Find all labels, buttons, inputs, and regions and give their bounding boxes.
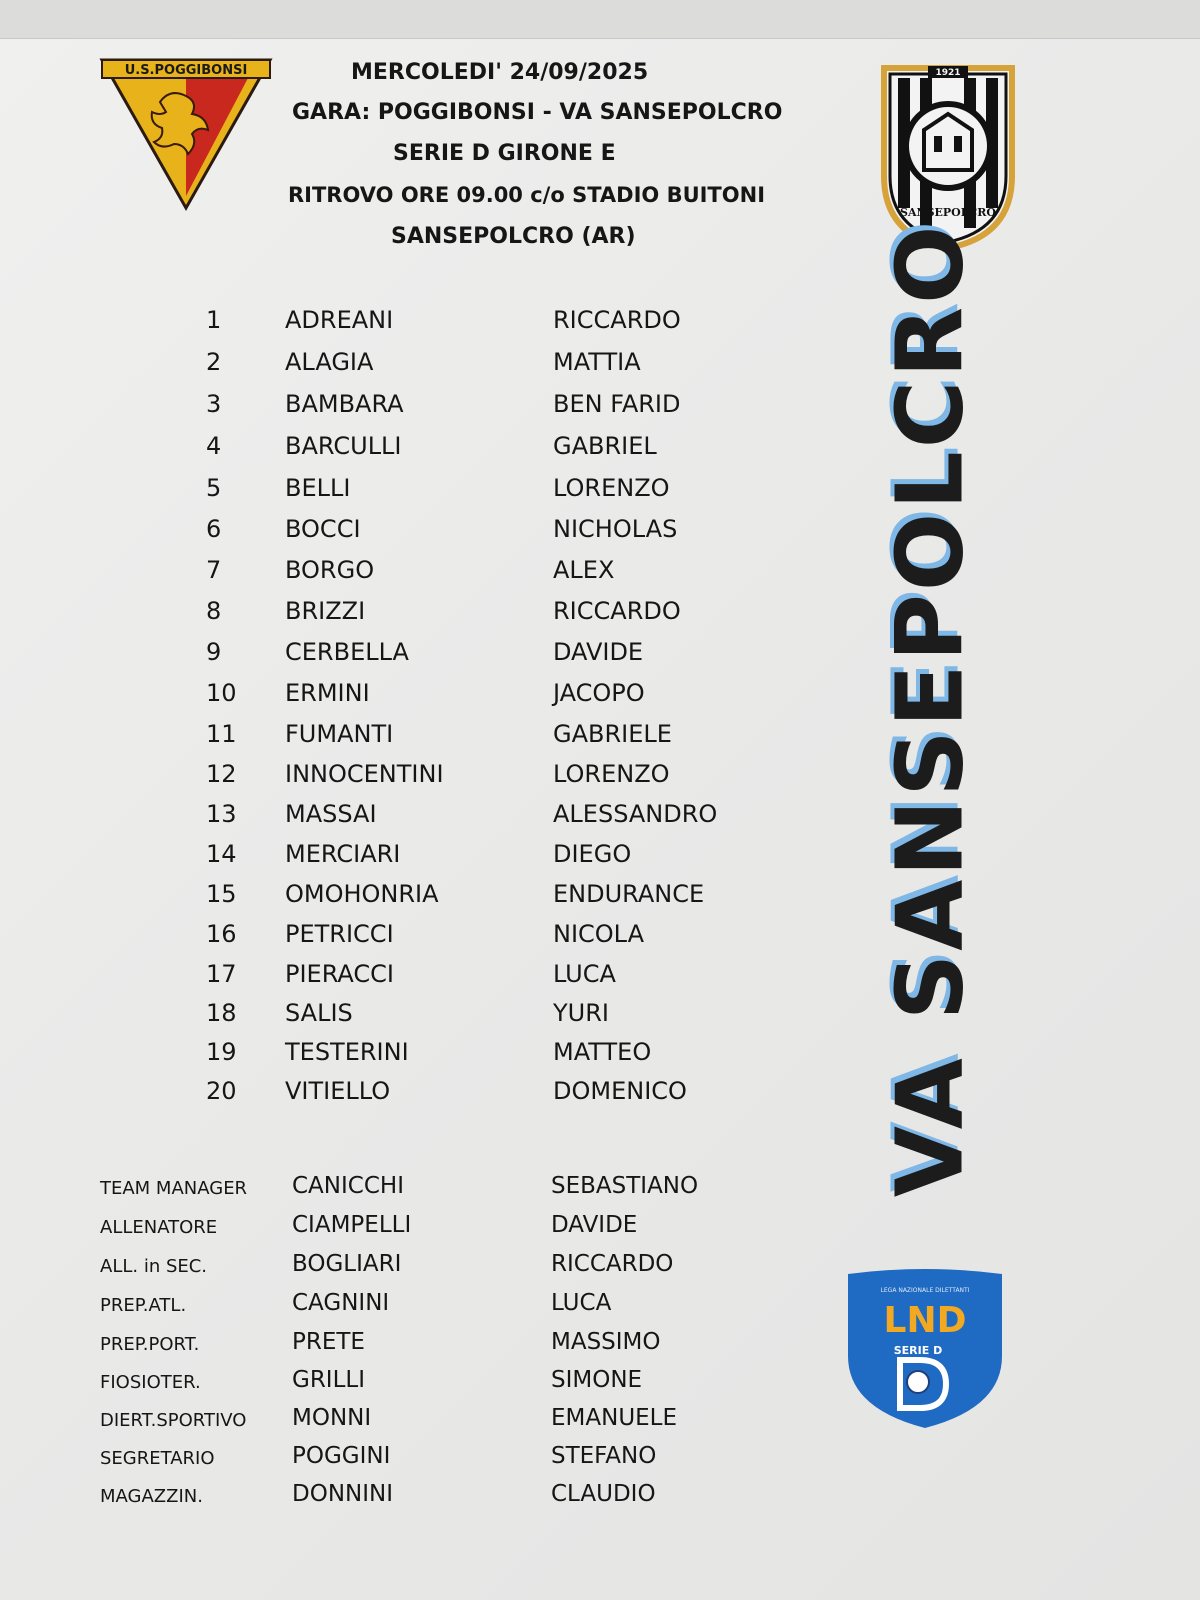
staff-row <box>0 1212 760 1244</box>
player-surname: BORGO <box>285 556 375 584</box>
player-name: DAVIDE <box>553 638 644 666</box>
player-row <box>0 306 760 338</box>
staff-name: SIMONE <box>551 1367 643 1393</box>
player-surname: TESTERINI <box>285 1038 409 1066</box>
player-surname: BOCCI <box>285 515 361 543</box>
player-name: DOMENICO <box>553 1077 687 1105</box>
player-number: 15 <box>206 880 237 908</box>
vertical-team-name-text: VA SANSEPOLCRO <box>876 222 984 1198</box>
player-number: 8 <box>206 597 222 625</box>
player-number: 1 <box>206 306 222 334</box>
player-name: YURI <box>553 999 609 1027</box>
player-surname: MASSAI <box>285 800 377 828</box>
player-number: 9 <box>206 638 222 666</box>
player-name: NICOLA <box>553 920 645 948</box>
lnd-crest-text: LND <box>883 1300 967 1341</box>
player-name: LUCA <box>553 960 616 988</box>
player-number: 17 <box>206 960 237 988</box>
staff-row <box>0 1405 760 1437</box>
staff-name: CLAUDIO <box>551 1481 656 1507</box>
poggibonsi-crest <box>98 56 274 212</box>
player-surname: FUMANTI <box>285 720 394 748</box>
staff-role: PREP.PORT. <box>100 1334 200 1355</box>
player-row <box>0 920 760 952</box>
staff-role: MAGAZZIN. <box>100 1486 203 1507</box>
player-number: 2 <box>206 348 222 376</box>
player-name: GABRIELE <box>553 720 672 748</box>
player-row <box>0 960 760 992</box>
player-row <box>0 999 760 1031</box>
player-row <box>0 1038 760 1070</box>
player-number: 13 <box>206 800 237 828</box>
player-surname: BRIZZI <box>285 597 366 625</box>
player-name: BEN FARID <box>553 390 681 418</box>
player-number: 19 <box>206 1038 237 1066</box>
staff-surname: PRETE <box>292 1329 365 1355</box>
player-surname: CERBELLA <box>285 638 409 666</box>
staff-name: EMANUELE <box>551 1405 678 1431</box>
player-number: 3 <box>206 390 222 418</box>
player-surname: SALIS <box>285 999 353 1027</box>
player-number: 16 <box>206 920 237 948</box>
staff-surname: CIAMPELLI <box>292 1212 412 1238</box>
player-name: LORENZO <box>553 760 670 788</box>
staff-row <box>0 1251 760 1283</box>
player-surname: OMOHONRIA <box>285 880 439 908</box>
staff-surname: POGGINI <box>292 1443 391 1469</box>
sansepolcro-crest-year: 1921 <box>935 68 961 78</box>
player-name: ALEX <box>553 556 615 584</box>
player-number: 4 <box>206 432 222 460</box>
player-name: GABRIEL <box>553 432 657 460</box>
staff-name: MASSIMO <box>551 1329 661 1355</box>
staff-row <box>0 1290 760 1322</box>
staff-name: RICCARDO <box>551 1251 674 1277</box>
player-number: 14 <box>206 840 237 868</box>
player-surname: BELLI <box>285 474 351 502</box>
staff-name: STEFANO <box>551 1443 657 1469</box>
staff-role: ALL. in SEC. <box>100 1256 208 1277</box>
player-row <box>0 638 760 670</box>
staff-role: ALLENATORE <box>100 1217 218 1238</box>
player-number: 7 <box>206 556 222 584</box>
player-number: 12 <box>206 760 237 788</box>
player-row <box>0 556 760 588</box>
player-name: JACOPO <box>553 679 645 707</box>
player-row <box>0 597 760 629</box>
header-date: MERCOLEDI' 24/09/2025 <box>351 60 649 85</box>
player-row <box>0 800 760 832</box>
staff-surname: CANICCHI <box>292 1173 404 1199</box>
player-row <box>0 432 760 464</box>
staff-surname: MONNI <box>292 1405 372 1431</box>
player-number: 11 <box>206 720 237 748</box>
lnd-crest-subtext: SERIE D <box>893 1344 943 1357</box>
staff-name: DAVIDE <box>551 1212 638 1238</box>
player-number: 18 <box>206 999 237 1027</box>
player-row <box>0 515 760 547</box>
player-name: RICCARDO <box>553 597 681 625</box>
header-meeting: RITROVO ORE 09.00 c/o STADIO BUITONI <box>288 183 766 207</box>
player-surname: ADREANI <box>285 306 394 334</box>
player-name: ENDURANCE <box>553 880 705 908</box>
staff-name: LUCA <box>551 1290 612 1316</box>
player-row <box>0 679 760 711</box>
player-name: ALESSANDRO <box>553 800 718 828</box>
header-league: SERIE D GIRONE E <box>393 141 616 166</box>
player-row <box>0 760 760 792</box>
poggibonsi-crest-text: U.S.POGGIBONSI <box>124 63 248 78</box>
player-row <box>0 1077 760 1109</box>
player-name: DIEGO <box>553 840 632 868</box>
player-surname: VITIELLO <box>285 1077 391 1105</box>
page-top-edge <box>0 0 1200 39</box>
lnd-crest-top-text: LEGA NAZIONALE DILETTANTI <box>880 1287 970 1294</box>
player-surname: MERCIARI <box>285 840 401 868</box>
player-name: RICCARDO <box>553 306 681 334</box>
player-number: 20 <box>206 1077 237 1105</box>
staff-surname: GRILLI <box>292 1367 365 1393</box>
staff-surname: CAGNINI <box>292 1290 390 1316</box>
player-number: 10 <box>206 679 237 707</box>
player-surname: ERMINI <box>285 679 370 707</box>
staff-surname: BOGLIARI <box>292 1251 402 1277</box>
player-surname: BAMBARA <box>285 390 404 418</box>
staff-surname: DONNINI <box>292 1481 393 1507</box>
player-number: 5 <box>206 474 222 502</box>
staff-name: SEBASTIANO <box>551 1173 699 1199</box>
player-row <box>0 474 760 506</box>
player-surname: PIERACCI <box>285 960 395 988</box>
player-row <box>0 840 760 872</box>
staff-role: SEGRETARIO <box>100 1448 215 1469</box>
staff-row <box>0 1481 760 1513</box>
player-surname: ALAGIA <box>285 348 374 376</box>
header-match: GARA: POGGIBONSI - VA SANSEPOLCRO <box>292 100 783 125</box>
staff-role: FIOSIOTER. <box>100 1372 201 1393</box>
player-row <box>0 880 760 912</box>
staff-row <box>0 1173 760 1205</box>
header-city: SANSEPOLCRO (AR) <box>391 224 636 249</box>
player-row <box>0 390 760 422</box>
player-row <box>0 720 760 752</box>
player-name: MATTIA <box>553 348 641 376</box>
player-row <box>0 348 760 380</box>
staff-role: TEAM MANAGER <box>100 1178 248 1199</box>
player-number: 6 <box>206 515 222 543</box>
lnd-serie-d-crest <box>842 1268 1008 1430</box>
staff-row <box>0 1367 760 1399</box>
player-name: LORENZO <box>553 474 670 502</box>
player-name: MATTEO <box>553 1038 652 1066</box>
staff-role: PREP.ATL. <box>100 1295 187 1316</box>
player-name: NICHOLAS <box>553 515 678 543</box>
staff-row <box>0 1443 760 1475</box>
player-surname: BARCULLI <box>285 432 402 460</box>
player-surname: INNOCENTINI <box>285 760 444 788</box>
vertical-team-name <box>870 222 990 1198</box>
staff-role: DIERT.SPORTIVO <box>100 1410 247 1431</box>
staff-row <box>0 1329 760 1361</box>
sansepolcro-crest-text: SANSEPOLCRO <box>900 206 996 219</box>
player-surname: PETRICCI <box>285 920 394 948</box>
